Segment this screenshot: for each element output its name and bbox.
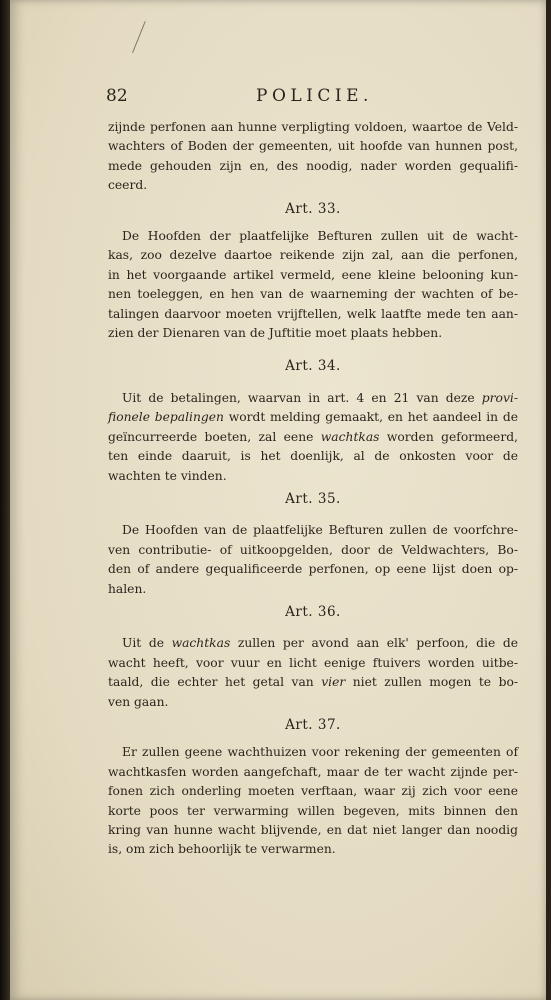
running-title: POLICIE. [256, 86, 373, 106]
text-line: Uit de wachtkas zullen per avond aan elk' perfoon, die de [122, 636, 518, 651]
text-line: wachten te vinden. [108, 468, 227, 483]
page-header [106, 86, 516, 108]
text-line: ven contributie- of uitkoopgelden, door de Veldwachters, Bo- [108, 542, 518, 557]
text-line: De Hoofden van de plaatfelijke Befturen zullen de voorfchre- [122, 523, 518, 538]
text-line: halen. [108, 581, 147, 596]
article-heading: Art. 34. [285, 358, 341, 375]
paragraph [108, 227, 518, 343]
text-line: taald, die echter het getal van vier niet zullen mogen te bo- [108, 675, 518, 690]
text-line: Er zullen geene wachthuizen voor rekening der gemeenten of [122, 745, 518, 760]
text-line: wachters of Boden der gemeenten, uit hoofde van hunnen post, [108, 139, 518, 154]
paragraph [108, 743, 518, 859]
text-line: ven gaan. [108, 694, 169, 709]
article-heading: Art. 33. [285, 200, 341, 217]
text-line: zien der Dienaren van de Juftitie moet plaats hebben. [108, 326, 443, 341]
text-line: wachtkasfen worden aangefchaft, maar de ter wacht zijnde per- [108, 764, 518, 779]
text-line: kring van hunne wacht blijvende, en dat niet langer dan noodig [108, 823, 518, 837]
text-line: geïncurreerde boeten, zal eene wachtkas worden geformeerd, [108, 429, 518, 444]
text-line: korte poos ter verwarming willen begeven, mits binnen den [108, 803, 518, 818]
article-heading: Art. 36. [285, 603, 341, 620]
book-gutter [0, 0, 10, 1000]
text-line: fionele bepalingen wordt melding gemaakt, en het aandeel in de [108, 410, 518, 425]
text-line: talingen daarvoor moeten vrijftellen, welk laatfte mede ten aan- [108, 306, 518, 321]
paragraph [108, 389, 518, 486]
text-line: ceerd. [108, 178, 148, 193]
text-line: nen toeleggen, en hen van de waarneming der wachten of be- [108, 287, 518, 302]
text-line: kas, zoo dezelve daartoe reikende zijn zal, aan die perfonen, [108, 248, 518, 263]
text-line: De Hoofden der plaatfelijke Befturen zullen uit de wacht- [122, 229, 518, 244]
text-line: zijnde perfonen aan hunne verpligting voldoen, waartoe de Veld- [108, 120, 518, 134]
text-line: is, om zich behoorlijk te verwarmen. [108, 842, 336, 857]
article-heading: Art. 37. [285, 716, 341, 733]
paragraph [108, 634, 518, 712]
text-line: mede gehouden zijn en, des noodig, nader worden gequalifi- [108, 158, 518, 173]
page-body [108, 118, 518, 860]
paragraph [108, 521, 518, 599]
article-heading: Art. 35. [285, 490, 341, 507]
text-line: Uit de betalingen, waarvan in art. 4 en 21 van deze provi- [122, 390, 518, 405]
text-line: ten einde daaruit, is het doenlijk, al de onkosten voor de [108, 449, 518, 464]
text-line: den of andere gequalificeerde perfonen, op eene lijst doen op- [108, 562, 518, 577]
pencil-mark [132, 21, 155, 57]
text-line: in het voorgaande artikel vermeld, eene kleine belooning kun- [108, 267, 518, 282]
paragraph [108, 118, 518, 196]
text-line: fonen zich onderling moeten verftaan, waar zij zich voor eene [108, 784, 518, 799]
page-number: 82 [106, 86, 128, 106]
text-line: wacht heeft, voor vuur en licht eenige ftuivers worden uitbe- [108, 655, 518, 670]
page-edge [546, 0, 551, 1000]
